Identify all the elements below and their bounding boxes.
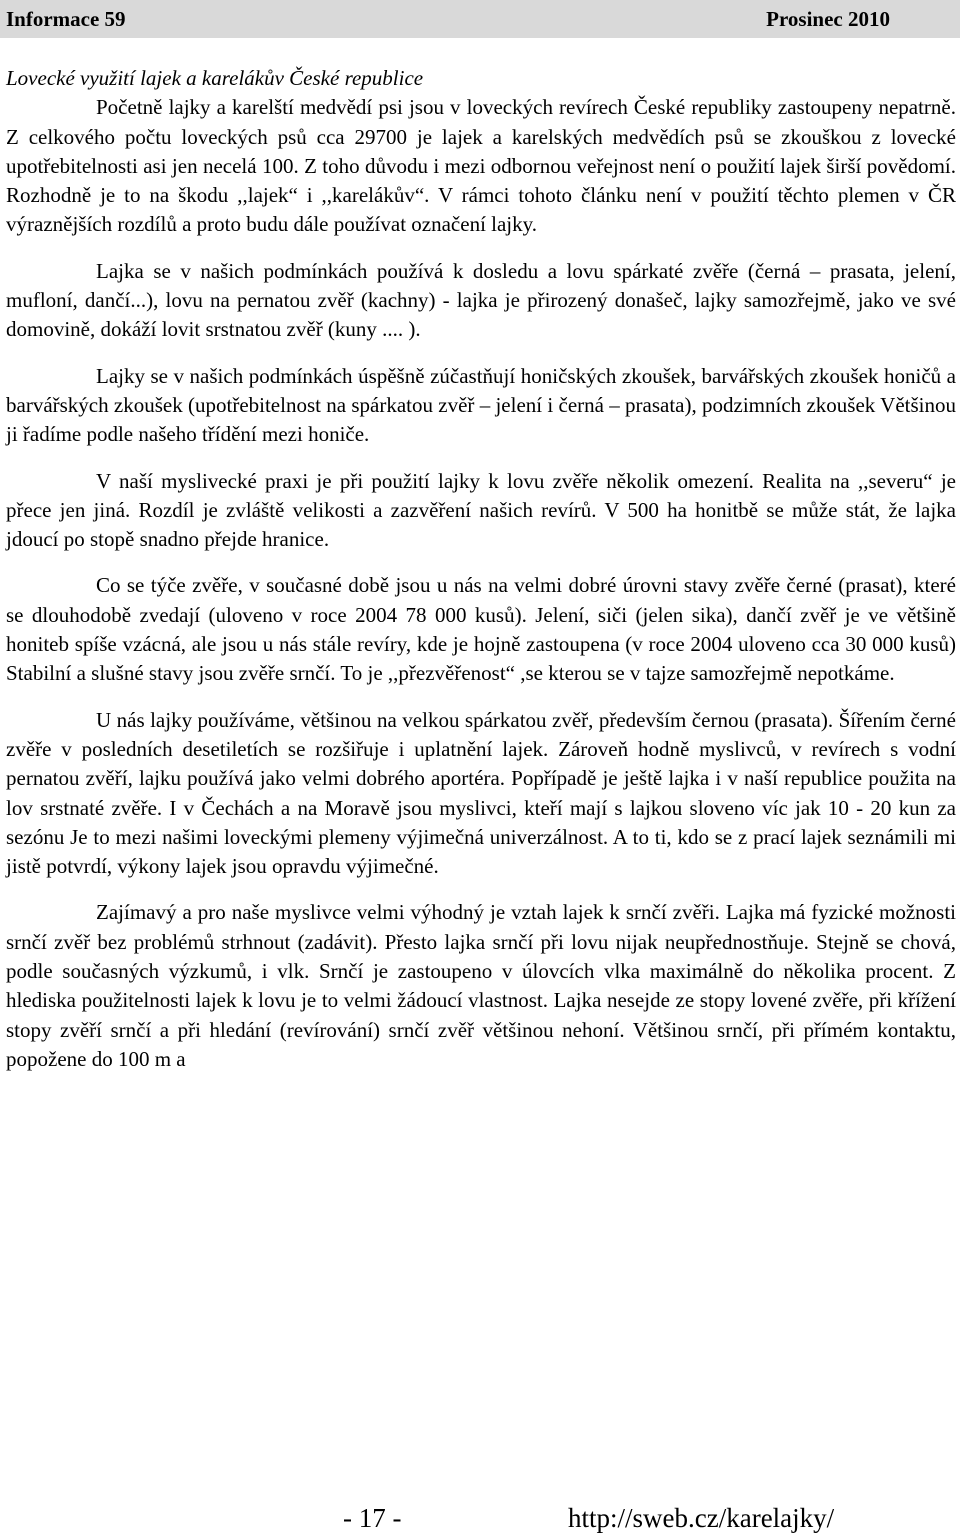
paragraph-5: Co se týče zvěře, v současné době jsou u nás na velmi dobré úrovni stavy zvěře černé (prasat), které se dlouhodobě zvedají (uloveno v roce 2004 78 000 kusů). Jelení, siči (jelen sika), dančí zvěř je ve většině honiteb spíše vzácná, ale jsou u nás stále revíry, kde je hojně zastoupena (v roce 2004 uloveno cca 30 000 kusů) Stabilní a slušné stavy jsou zvěře srnčí. To je ,,přezvěřenost“ ,se kterou se v tajze samozřejmě nepotkáme. (6, 573, 956, 686)
paragraph-7: Zajímavý a pro naše myslivce velmi výhodný je vztah lajek k srnčí zvěři. Lajka má fyzické možnosti srnčí zvěř bez problémů strhnout (zadávit). Přesto lajka srnčí při lovu nijak neupřednostňuje. Stejně se chová, podle současných výzkumů, i vlk. Srnčí je zastoupeno v úlovcích vlka maximálně do několika procent. Z hlediska použitelnosti lajek k lovu je to velmi žádoucí vlastnost. Lajka nesejde ze stopy lovené zvěře, při křížení stopy zvěří srnčí a při hledání (revírování) srnčí zvěř většinou nehoní. Většinou srnčí, při přímém kontaktu, popožene do 100 m a (6, 900, 956, 1071)
page-footer (0, 1498, 960, 1539)
article (6, 64, 956, 1074)
paragraph-4: V naší myslivecké praxi je při použití lajky k lovu zvěře několik omezení. Realita na ,,severu“ je přece jen jiná. Rozdíl je zvláště velikosti a zazvěření našich revírů. V 500 ha honitbě se může stát, že lajka jdoucí po stopě snadno přejde hranice. (6, 468, 956, 552)
article-title: Lovecké využití lajek a karelákův České republice (6, 66, 424, 90)
paragraph-2: Lajka se v našich podmínkách používá k dosledu a lovu spárkaté zvěře (černá – prasata, jelení, mufloní, dančí...), lovu na pernatou zvěř (kachny) - lajka je přirozený donašeč, lajky samozřejmě, jako ve své domovině, dokáží lovit srstnatou zvěř (kuny .... ). (6, 258, 956, 342)
paragraph-1: Početně lajky a karelští medvědí psi jsou v loveckých revírech České republiky zastoupeny nepatrně. Z celkového počtu loveckých psů cca 29700 je lajek a karelských medvědích psů se zkouškou z lovecké upotřebitelnosti asi jen necelá 100. Z toho důvodu i mezi odbornou veřejnost není o použití lajek širší povědomí. Rozhodně je to na škodu ,,lajek“ i ,,karelákův“. V rámci tohoto článku není v použití těchto plemen v ČR výraznějších rozdílů a proto budu dále používat označení lajky. (6, 95, 956, 237)
date-label: Prosinec 2010 (766, 7, 890, 31)
paragraph-6: U nás lajky používáme, většinou na velkou spárkatou zvěř, především černou (prasata). Šířením černé zvěře v posledních desetiletích se rozšiřuje i uplatnění lajek. Zároveň hodně myslivců, v revírech s vodní pernatou zvěří, lajku používá jako velmi dobrého aportéra. Popřípadě je ještě lajka i v naší republice použita na lov srstnaté zvěře. I v Čechách a na Moravě jsou myslivci, kteří mají s lajkou sloveno víc jak 10 - 20 kun za sezónu Je to mezi našimi loveckými plemeny výjimečná univerzálnost. A to ti, kdo se z prací lajek seznámili mi jistě potvrdí, výkony lajek jsou opravdu výjimečné. (6, 707, 956, 879)
page-header (0, 0, 960, 38)
footer-url[interactable]: http://sweb.cz/karelajky/ (568, 1503, 835, 1533)
issue-label: Informace 59 (6, 7, 126, 31)
paragraph-3: Lajky se v našich podmínkách úspěšně zúčastňují honičských zkoušek, barvářských zkoušek honičů a barvářských zkoušek (upotřebitelnost na spárkatou zvěř – jelení i černá – prasata), podzimních zkoušek Většinou ji řadíme podle našeho třídění mezi honiče. (6, 363, 956, 447)
page-number: - 17 - (343, 1503, 402, 1533)
